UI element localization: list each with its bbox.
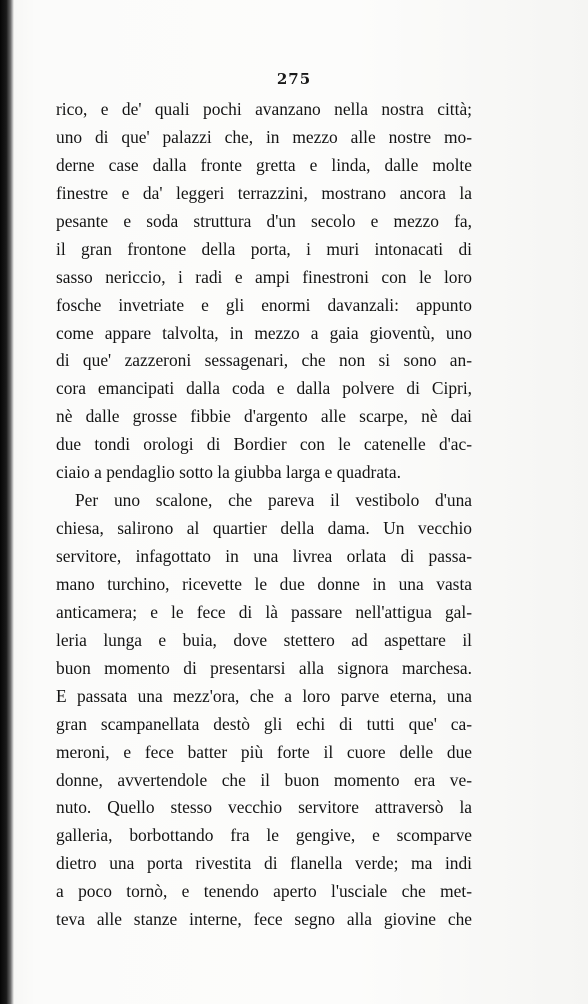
text-line: derne case dalla fronte gretta e linda, dalle molte — [56, 154, 472, 175]
text-line: pesante e soda struttura d'un secolo e mezzo fa, — [56, 210, 472, 231]
text-line: nuto. Quello stesso vecchio servitore attraversò la — [56, 797, 472, 818]
paragraph-1 — [56, 96, 472, 487]
text-line: gran scampanellata destò gli echi di tutti que' ca- — [56, 713, 472, 734]
text-line: rico, e de' quali pochi avanzano nella nostra città; — [56, 99, 472, 119]
text-line: meroni, e fece batter più forte il cuore delle due — [56, 741, 472, 762]
text-line: ciaio a pendaglio sotto la giubba larga e quadrata. — [56, 462, 401, 483]
text-line: galleria, borbottando fra le gengive, e scomparve — [56, 825, 472, 846]
text-line: finestre e da' leggeri terrazzini, mostrano ancora la — [56, 182, 472, 203]
text-line: buon momento di presentarsi alla signora marchesa. — [56, 657, 472, 678]
text-line: mano turchino, ricevette le due donne in una vasta — [56, 573, 472, 594]
text-line: uno di que' palazzi che, in mezzo alle nostre mo- — [56, 126, 472, 147]
text-line: il gran frontone della porta, i muri intonacati di — [56, 238, 472, 259]
page-number: 275 — [276, 70, 312, 88]
text-line: sasso nericcio, i radi e ampi finestroni con le loro — [56, 266, 472, 287]
text-line: nè dalle grosse fibbie d'argento alle scarpe, nè dai — [56, 406, 472, 427]
text-line: leria lunga e buia, dove stettero ad aspettare il — [56, 629, 472, 650]
text-line: donne, avvertendole che il buon momento era ve- — [56, 769, 472, 790]
text-line: fosche invetriate e gli enormi davanzali: appunto — [56, 294, 472, 315]
text-line: di que' zazzeroni sessagenari, che non si sono an- — [56, 350, 472, 371]
text-line: E passata una mezz'ora, che a loro parve eterna, una — [56, 685, 472, 706]
binding-edge — [0, 0, 14, 1004]
text-line: come appare talvolta, in mezzo a gaia gioventù, uno — [56, 322, 472, 343]
text-line: Per uno scalone, che pareva il vestibolo d'una — [75, 490, 472, 511]
text-line: dietro una porta rivestita di flanella verde; ma indi — [56, 853, 472, 874]
text-line: due tondi orologi di Bordier con le catenelle d'ac- — [56, 434, 472, 455]
text-line: chiesa, salirono al quartier della dama. Un vecchio — [56, 518, 472, 539]
body-text — [56, 96, 472, 934]
paragraph-2 — [56, 487, 472, 934]
text-line: teva alle stanze interne, fece segno alla giovine che — [56, 909, 472, 930]
text-line: anticamera; e le fece di là passare nell'attigua gal- — [56, 601, 472, 622]
text-line: a poco tornò, e tenendo aperto l'usciale che met- — [56, 881, 472, 902]
text-line: cora emancipati dalla coda e dalla polvere di Cipri, — [56, 378, 472, 399]
text-line: servitore, infagottato in una livrea orlata di passa- — [56, 546, 472, 566]
